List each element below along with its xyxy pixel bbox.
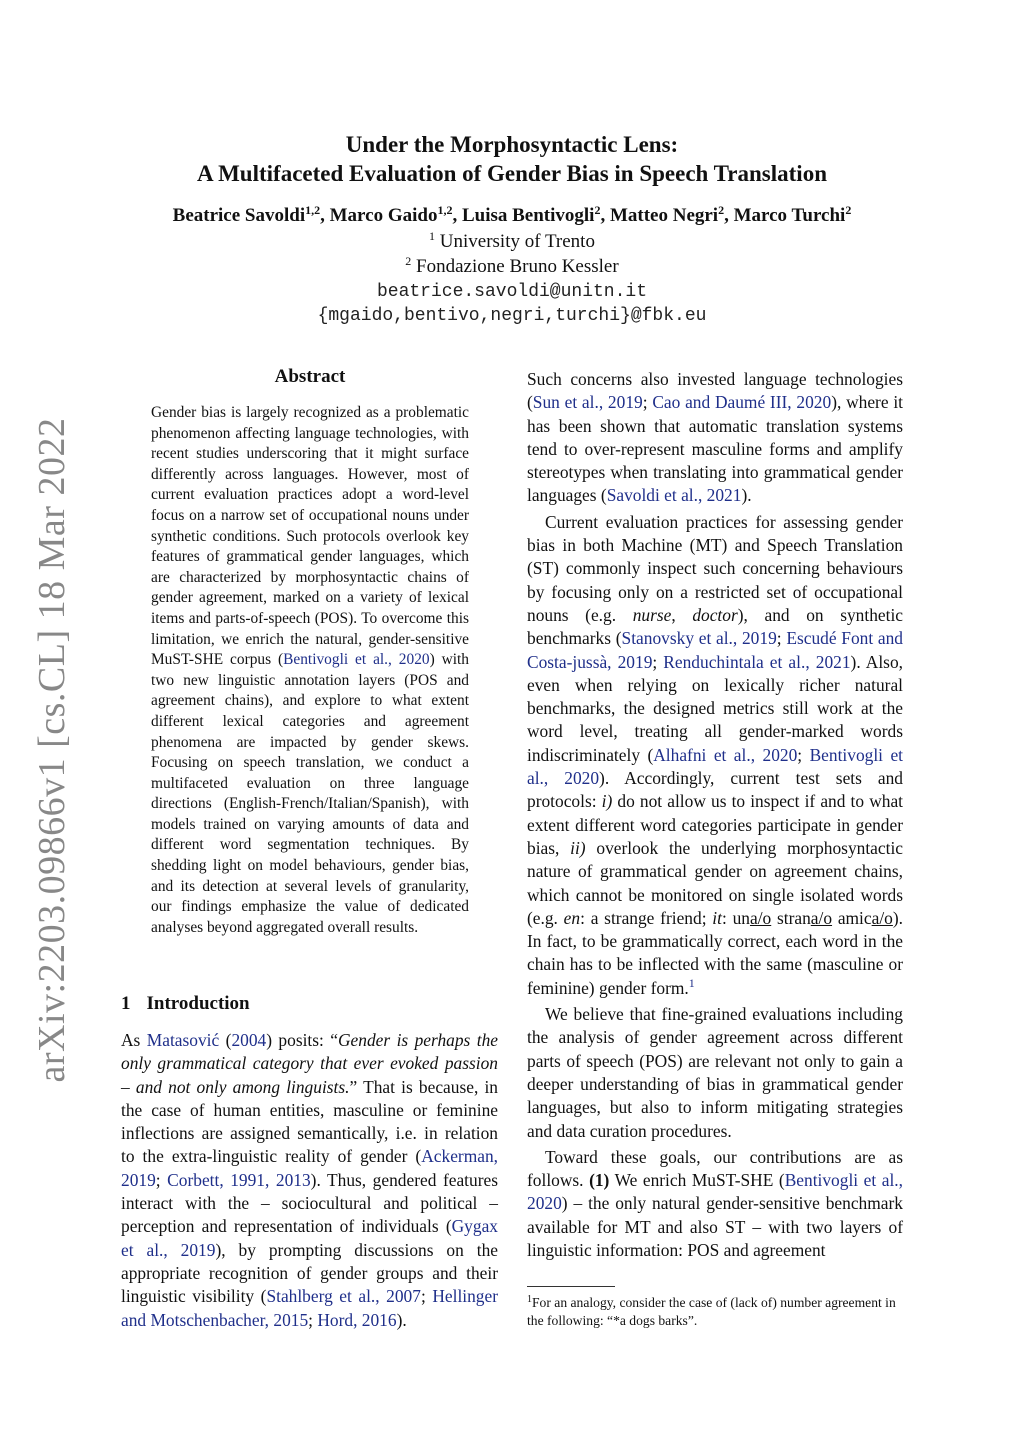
affiliation-number: 1: [429, 229, 436, 243]
paper-title: [0, 130, 1024, 188]
author-affiliation-mark: 2: [845, 203, 852, 217]
author-name: Marco Gaido: [329, 205, 438, 226]
author-name: Marco Turchi: [733, 205, 846, 226]
footnote-number: 1: [527, 1294, 532, 1305]
abstract-heading: Abstract: [274, 366, 346, 387]
abstract-text: ) with two new linguistic annotation layers (POS and agreement chains), and explore to what extent different lexical categories and agreement phenomena are impacted by gender skews. Focusing on speech translation, we conduct a multifaceted evaluation on three language directions (English-French/Italian/Spanish), with models trained on varying amounts of data and different word segmentation techniques. By shedding light on model behaviours, gender bias, and its detection at several levels of granularity, our findings emphasize the value of dedicated analyses beyond aggregated overall results.: [151, 651, 470, 936]
left-column-body: [121, 1029, 498, 1332]
section-title: Introduction: [146, 993, 250, 1014]
paragraph-4: Toward these goals, our contributions are as follows. (1) We enrich MuST-SHE (Bentivogli et al., 2020) – the only natural gender-sensitive benchmark available for MT and also ST – with two layers of linguistic information: POS and agreement: [527, 1146, 903, 1260]
arxiv-id-text: arXiv:2203.09866v1 [cs.CL] 18 Mar 2022: [31, 417, 73, 1083]
abstract-text: Gender bias is largely recognized as a problematic phenomenon affecting language technologies, with recent studies underscoring that it might surface differently across languages. However, most of current evaluation practices adopt a word-level focus on a narrow set of occupational nouns under synthetic conditions. Such protocols overlook key features of grammatical gender languages, which are characterized by morphosyntactic chains of gender agreement, marked on a variety of lexical items and parts-of-speech (POS). To overcome this limitation, we enrich the natural, gender-sensitive MuST-SHE corpus (: [151, 404, 469, 669]
footnote: [527, 1294, 903, 1329]
author-affiliation-mark: 2: [718, 203, 725, 217]
citation-link[interactable]: Bentivogli et al., 2020: [283, 651, 430, 669]
citation-link[interactable]: 2004: [231, 1030, 267, 1050]
author-name: Beatrice Savoldi: [172, 205, 306, 226]
right-column-body: [527, 368, 903, 1262]
title-line-2: A Multifaceted Evaluation of Gender Bias in Speech Translation: [197, 161, 827, 186]
citation-link[interactable]: Savoldi et al., 2021: [606, 485, 742, 506]
citation-link[interactable]: Alhafni et al., 2020: [653, 744, 798, 765]
abstract-body: [151, 403, 469, 938]
title-line-1: Under the Morphosyntactic Lens:: [345, 132, 679, 157]
section-number: 1: [121, 993, 131, 1014]
footnote-ref[interactable]: 1: [688, 975, 695, 990]
affiliation-name: Fondazione Bruno Kessler: [416, 256, 619, 277]
email-2: {mgaido,bentivo,negri,turchi}@fbk.eu: [317, 306, 707, 326]
citation-link[interactable]: Hellinger and Motschenbacher, 2015: [121, 1286, 499, 1330]
citation-link[interactable]: Stanovsky et al., 2019: [621, 628, 777, 649]
citation-link[interactable]: Matasović: [146, 1030, 220, 1050]
citation-link[interactable]: Stahlberg et al., 2007: [266, 1286, 421, 1307]
author-name: Luisa Bentivogli: [461, 205, 595, 226]
section-heading-introduction: [121, 993, 250, 1015]
paragraph-1: Such concerns also invested language technologies (Sun et al., 2019; Cao and Daumé III, 2020), where it has been shown that automatic translation systems tend to over-represent masculine forms and amplify stereotypes when translating into grammatical gender languages (Savoldi et al., 2021).: [527, 369, 903, 506]
citation-link[interactable]: Bentivogli et al., 2020: [527, 744, 903, 789]
affiliation-2: [0, 256, 1024, 278]
author-affiliation-mark: 2: [594, 203, 601, 217]
arxiv-side-identifier: [22, 417, 82, 1083]
citation-link[interactable]: Gygax et al., 2019: [121, 1216, 498, 1260]
email-1: beatrice.savoldi@unitn.it: [376, 282, 648, 302]
author-affiliation-mark: 1,2: [305, 203, 321, 217]
citation-link[interactable]: Bentivogli et al., 2020: [527, 1170, 903, 1214]
affiliation-number: 2: [405, 254, 412, 268]
citation-link[interactable]: Sun et al., 2019: [532, 392, 643, 413]
citation-link[interactable]: Renduchintala et al., 2021: [663, 651, 851, 672]
paragraph-3: We believe that fine-grained evaluations including the analysis of gender agreement across different parts of speech (POS) are relevant not only to gain a deeper understanding of bias in grammatical gender languages, but also to inform mitigating strategies and data curation procedures.: [527, 1004, 903, 1141]
citation-link[interactable]: Hord, 2016: [317, 1309, 397, 1330]
citation-link[interactable]: Cao and Daumé III, 2020: [652, 392, 832, 413]
citation-link[interactable]: Ackerman, 2019: [121, 1146, 498, 1190]
author-list: Beatrice Savoldi$^{1,2}$, Marco Gaido$^{1,2}$, Luisa Bentivogli$^2$, Matteo Negri$^2$, Marco Turchi$^2$: [172, 203, 852, 226]
author-affiliation-mark: 1,2: [437, 203, 453, 217]
author-name: Matteo Negri: [609, 205, 719, 226]
quote-italic: Gender is perhaps the only grammatical category that ever evoked passion – and not only among linguists.: [121, 1030, 498, 1097]
paragraph-2: Current evaluation practices for assessing gender bias in both Machine (MT) and Speech Translation (ST) commonly inspect such concerning behaviours by focusing only on a restricted set of occupational nouns (e.g. nurse, doctor), and on synthetic benchmarks (Stanovsky et al., 2019; Escudé Font and Costa-jussà, 2019; Renduchintala et al., 2021). Also, even when relying on lexically richer natural benchmarks, the designed metrics still work at the word level, treating all gender-marked words indiscriminately (Alhafni et al., 2020; Bentivogli et al., 2020). Accordingly, current test sets and protocols: i) do not allow us to inspect if and to what extent different word categories participate in gender bias, ii) overlook the underlying morphosyntactic nature of grammatical gender on agreement chains, which cannot be monitored on single isolated words (e.g. en: a strange friend; it: una/o strana/o amica/o). In fact, to be grammatically correct, each word in the chain has to be inflected with the same (masculine or feminine) gender form.$^1$: [527, 511, 904, 998]
footnote-rule: [527, 1286, 615, 1287]
citation-link[interactable]: Corbett, 1991, 2013: [167, 1169, 311, 1190]
affiliation-name: University of Trento: [439, 231, 595, 252]
citation-link[interactable]: Escudé Font and Costa-jussà, 2019: [527, 628, 903, 672]
footnote-text: For an analogy, consider the case of (lack of) number agreement in the following: “*a dogs barks”.: [527, 1295, 896, 1328]
intro-paragraph: As Matasović (2004) posits: “Gender is perhaps the only grammatical category that ever evoked passion – and not only among linguists.” That is because, in the case of human entities, masculine or feminine inflections are assigned semantically, i.e. in relation to the extra-linguistic reality of gender (Ackerman, 2019; Corbett, 1991, 2013). Thus, gendered features interact with the – sociocultural and political – perception and representation of individuals (Gygax et al., 2019), by prompting discussions on the appropriate recognition of gender groups and their linguistic visibility (Stahlberg et al., 2007; Hellinger and Motschenbacher, 2015; Hord, 2016).: [121, 1030, 499, 1330]
affiliation-1: [0, 231, 1024, 253]
